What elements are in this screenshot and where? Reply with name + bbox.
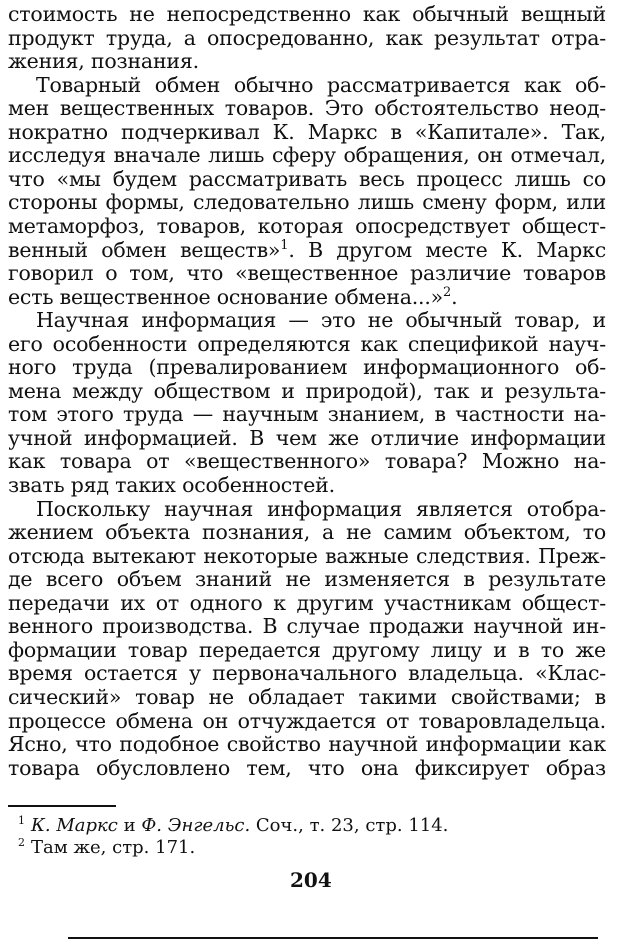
- text-line: процессе обмена он отчуждается от товаровладельца.: [8, 708, 606, 733]
- text-line: Научная информация — это не обычный товар, и: [36, 308, 606, 333]
- text-segment: венный обмен веществ»: [8, 237, 281, 262]
- text-line: исследуя вначале лишь сферу обращения, он отмечал,: [8, 143, 606, 168]
- footnote-ref: 1: [280, 237, 289, 253]
- footnote-author: Ф. Энгельс.: [141, 815, 251, 837]
- text-line: жением объекта познания, а не самим объектом, то: [8, 520, 606, 545]
- text-line: Поскольку научная информация является отобра-: [36, 496, 606, 521]
- text-line: [8, 238, 606, 262]
- text-segment: . В другом месте К. Маркс: [288, 237, 606, 262]
- text-line: мена между обществом и природой), так и результа-: [8, 378, 606, 403]
- text-line: Ясно, что подобное свойство научной информации как: [8, 732, 606, 757]
- text-line: отсюда вытекают некоторые важные следствия. Преж-: [8, 543, 606, 568]
- text-segment: .: [451, 284, 458, 309]
- text-line: венного производства. В случае продажи научной ин-: [8, 614, 606, 639]
- footnote-divider: [8, 805, 116, 807]
- text-line: продукт труда, а опосредованно, как результат отра-: [8, 25, 606, 50]
- footnote-author: К. Маркс: [31, 815, 118, 837]
- text-line: говорил о том, что «вещественное различие товаров: [8, 261, 606, 286]
- page-number: 204: [290, 868, 332, 892]
- text-line: стороны формы, следовательно лишь смену форм, или: [8, 190, 606, 215]
- text-line: звать ряд таких особенностей.: [8, 473, 335, 497]
- text-line: что «мы будем рассматривать весь процесс лишь со: [8, 166, 606, 191]
- text-line: Товарный обмен обычно рассматривается как об-: [36, 72, 606, 97]
- text-line: передачи их от одного к другим участникам общест-: [8, 590, 606, 615]
- text-line: ного труда (превалированием информационного об-: [8, 355, 606, 380]
- text-line: его особенности определяются как спецификой науч-: [8, 331, 606, 356]
- text-line: стоимость не непосредственно как обычный вещный: [8, 2, 606, 26]
- text-line: товара обусловлено тем, что она фиксирует образ: [8, 755, 606, 780]
- text-line: время остается у первоначального владельца. «Клас-: [8, 661, 606, 686]
- text-line: метаморфоз, товаров, которая опосредствует общест-: [8, 213, 606, 238]
- footnote-ref: 2: [443, 284, 452, 300]
- text-line: жения, познания.: [8, 49, 199, 74]
- bottom-rule: [68, 937, 598, 939]
- text-line: учной информацией. В чем же отличие информации: [8, 425, 606, 450]
- footnote-text: Соч., т. 23, стр. 114.: [250, 815, 449, 837]
- footnote-number: 1: [18, 814, 25, 828]
- footnote: [18, 837, 195, 859]
- footnote: [18, 815, 448, 837]
- text-line: де всего объем знаний не изменяется в результате: [8, 567, 606, 592]
- text-line: том этого труда — научным знанием, в частности на-: [8, 402, 606, 427]
- footnote-text: Там же, стр. 171.: [31, 837, 196, 859]
- text-line: [8, 285, 606, 309]
- text-line: формации товар передается другому лицу и в то же: [8, 637, 606, 662]
- text-line: как товара от «вещественного» товара? Можно на-: [8, 449, 606, 474]
- text-line: нократно подчеркивал К. Маркс в «Капитале». Так,: [8, 119, 606, 144]
- footnote-text: и: [117, 815, 142, 837]
- text-line: мен вещественных товаров. Это обстоятельство неод-: [8, 96, 606, 121]
- text-line: сический» товар не обладает такими свойствами; в: [8, 684, 606, 709]
- footnote-number: 2: [18, 836, 25, 850]
- text-segment: есть вещественное основание обмена...»: [8, 284, 444, 309]
